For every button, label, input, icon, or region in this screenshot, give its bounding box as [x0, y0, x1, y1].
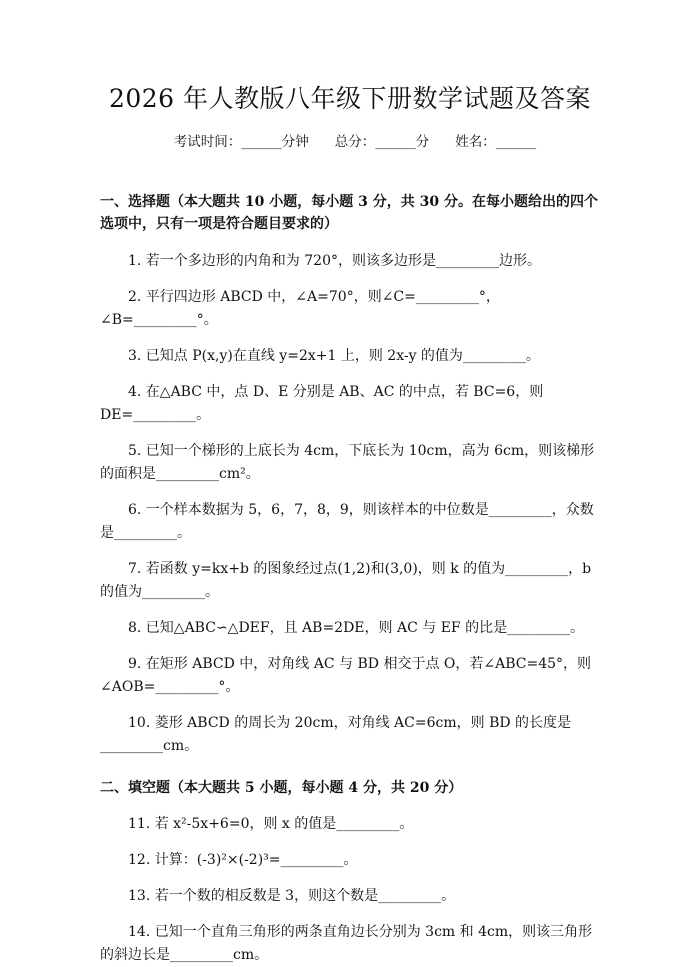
- question-item: 1. 若一个多边形的内角和为 720°，则该多边形是_________边形。: [128, 253, 541, 269]
- question-item: 13. 若一个数的相反数是 3，则这个数是_________。: [128, 888, 456, 904]
- question-item: 2. 平行四边形 ABCD 中，∠A=70°，则∠C=_________°，∠B=_________°。: [100, 289, 500, 328]
- question-item: 4. 在△ABC 中，点 D、E 分别是 AB、AC 的中点，若 BC=6，则 DE=_________。: [100, 384, 544, 423]
- section-heading-fill: 二、填空题（本大题共 5 小题，每小题 4 分，共 20 分）: [100, 780, 463, 796]
- question-item: 5. 已知一个梯形的上底长为 4cm，下底长为 10cm，高为 6cm，则该梯形的面积是_________cm²。: [100, 443, 595, 482]
- exam-score-field: 总分：______分: [334, 134, 430, 150]
- question-item: 9. 在矩形 ABCD 中，对角线 AC 与 BD 相交于点 O，若∠ABC=45°，则∠AOB=_________°。: [100, 656, 592, 695]
- question-item: 12. 计算：(-3)²×(-2)³=_________。: [128, 852, 358, 868]
- exam-meta: [100, 132, 600, 152]
- question-item: 14. 已知一个直角三角形的两条直角边长分别为 3cm 和 4cm，则该三角形的斜边长是_________cm。: [100, 924, 593, 963]
- question-item: 3. 已知点 P(x,y)在直线 y=2x+1 上，则 2x-y 的值为_________。: [128, 348, 540, 364]
- student-name-field: 姓名：______: [455, 134, 537, 150]
- question-item: 6. 一个样本数据为 5，6，7，8，9，则该样本的中位数是_________，众数是_________。: [100, 502, 594, 541]
- question-item: 10. 菱形 ABCD 的周长为 20cm，对角线 AC=6cm，则 BD 的长度是_________cm。: [100, 715, 572, 754]
- question-item: 8. 已知△ABC∽△DEF，且 AB=2DE，则 AC 与 EF 的比是_________。: [128, 620, 585, 636]
- exam-title: 2026 年人教版八年级下册数学试题及答案: [108, 84, 592, 113]
- section-heading-choice: 一、选择题（本大题共 10 小题，每小题 3 分，共 30 分。在每小题给出的四个选项中，只有一项是符合题目要求的）: [100, 194, 598, 232]
- question-item: 7. 若函数 y=kx+b 的图象经过点(1,2)和(3,0)，则 k 的值为_________，b 的值为_________。: [100, 561, 592, 600]
- exam-time-field: 考试时间：______分钟: [173, 134, 309, 150]
- question-item: 11. 若 x²-5x+6=0，则 x 的值是_________。: [128, 816, 414, 832]
